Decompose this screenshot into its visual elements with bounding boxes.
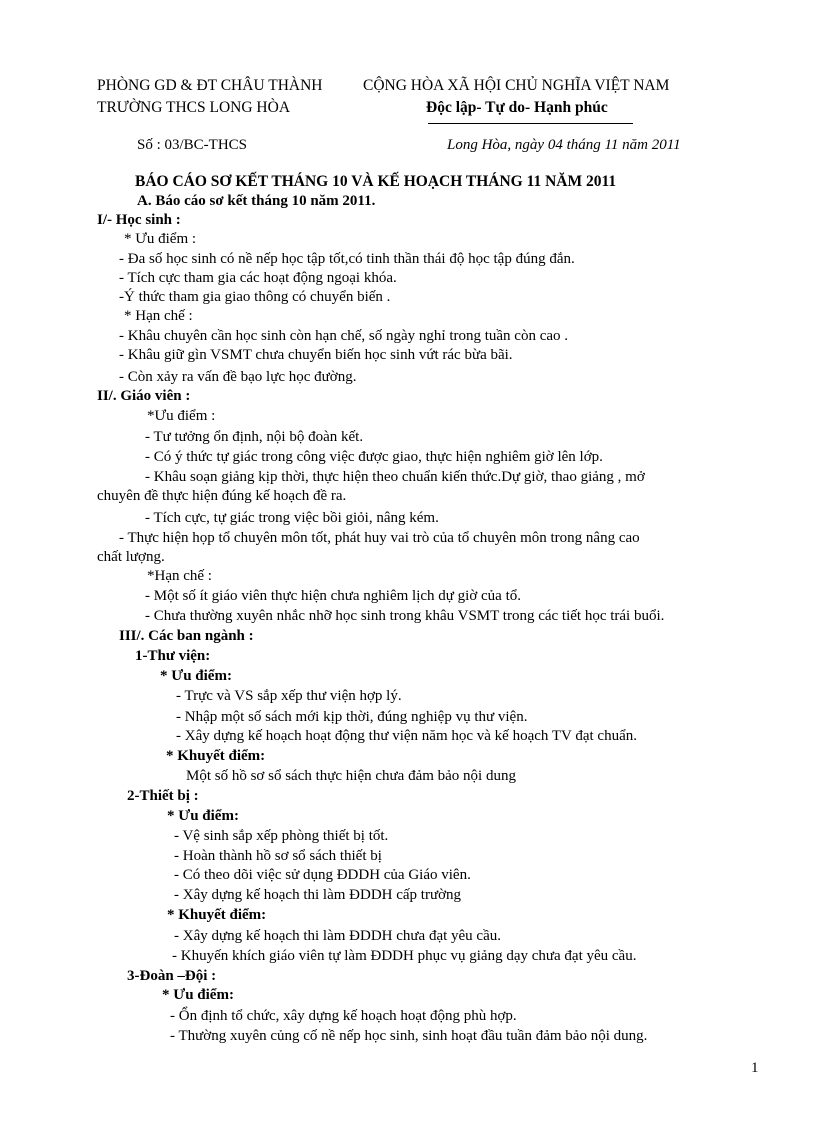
report-title: BÁO CÁO SƠ KẾT THÁNG 10 VÀ KẾ HOẠCH THÁNG 11 NĂM 2011 [135,173,617,190]
body-line: - Xây dựng kế hoạch thi làm ĐDDH chưa đạt yêu cầu. [174,928,501,944]
subsection-heading: * Ưu điểm: [167,808,239,824]
body-line: - Tư tưởng ổn định, nội bộ đoàn kết. [145,429,364,445]
nation-line-2: Độc lập- Tự do- Hạnh phúc [426,99,608,116]
subsection-heading: * Khuyết điểm: [167,907,267,923]
body-line: *Hạn chế : [147,568,212,584]
subsection-heading: * Khuyết điểm: [166,748,266,764]
body-line: - Khâu giữ gìn VSMT chưa chuyển biến học sinh vứt rác bừa bãi. [119,347,513,363]
date-place: Long Hòa, ngày 04 tháng 11 năm 2011 [447,137,681,153]
body-line: - Xây dựng kế hoạch thi làm ĐDDH cấp trường [174,887,462,903]
body-line: - Tích cực, tự giác trong việc bồi giỏi, nâng kém. [145,510,439,526]
section-teachers: II/. Giáo viên : [97,388,191,404]
body-line: - Xây dựng kế hoạch hoạt động thư viện năm học và kế hoạch TV đạt chuẩn. [176,728,637,744]
body-line: - Khâu soạn giảng kịp thời, thực hiện theo chuẩn kiến thức.Dự giờ, thao giảng , mở [145,469,645,485]
body-line: - Thường xuyên củng cố nề nếp học sinh, sinh hoạt đầu tuần đảm bảo nội dung. [170,1028,648,1044]
body-line: - Có ý thức tự giác trong công việc được giao, thực hiện nghiêm giờ lên lớp. [145,449,603,465]
org-line-2: TRƯỜNG THCS LONG HÒA [97,99,291,116]
section-departments: III/. Các ban ngành : [119,628,254,644]
org-line-1: PHÒNG GD & ĐT CHÂU THÀNH [97,77,323,94]
subsection-equipment: 2-Thiết bị : [127,788,199,804]
section-students: I/- Học sinh : [97,212,181,228]
body-line: - Vệ sinh sắp xếp phòng thiết bị tốt. [174,828,389,844]
body-line: - Một số ít giáo viên thực hiện chưa nghiêm lịch dự giờ của tổ. [145,588,521,604]
subsection-heading: * Ưu điểm: [162,987,234,1003]
subsection-heading: * Ưu điểm: [160,668,232,684]
body-line: - Khâu chuyên cần học sinh còn hạn chế, số ngày nghỉ trong tuần còn cao . [119,328,569,344]
body-line: chuyên đề thực hiện đúng kế hoạch đề ra. [97,488,347,504]
body-line: - Nhập một số sách mới kịp thời, đúng nghiệp vụ thư viện. [176,709,528,725]
body-line: Một số hồ sơ sổ sách thực hiện chưa đảm bảo nội dung [186,768,516,784]
body-line: - Còn xảy ra vấn đề bạo lực học đường. [119,369,357,385]
page-number: 1 [751,1060,759,1076]
body-line: - Khuyến khích giáo viên tự làm ĐDDH phục vụ giảng dạy chưa đạt yêu cầu. [172,948,637,964]
body-line: - Tích cực tham gia các hoạt động ngoại khóa. [119,270,397,286]
body-line: * Hạn chế : [124,308,193,324]
body-line: - Trực và VS sắp xếp thư viện hợp lý. [176,688,402,704]
body-line: *Ưu điểm : [147,408,216,424]
body-line: -Ý thức tham gia giao thông có chuyển biến . [119,289,391,305]
body-line: - Hoàn thành hồ sơ sổ sách thiết bị [174,848,382,864]
doc-number: Số : 03/BC-THCS [137,137,248,153]
body-line: * Ưu điểm : [124,231,197,247]
motto-underline [428,123,633,124]
nation-line-1: CỘNG HÒA XÃ HỘI CHỦ NGHĨA VIỆT NAM [363,77,670,94]
body-line: - Ổn định tổ chức, xây dựng kế hoạch hoạt động phù hợp. [170,1008,517,1024]
body-line: - Đa số học sinh có nề nếp học tập tốt,có tinh thần thái độ học tập đúng đắn. [119,251,575,267]
section-a: A. Báo cáo sơ kết tháng 10 năm 2011. [137,193,376,209]
body-line: - Chưa thường xuyên nhắc nhỡ học sinh trong khâu VSMT trong các tiết học trái buổi. [145,608,665,624]
subsection-youth-union: 3-Đoàn –Đội : [127,968,217,984]
subsection-library: 1-Thư viện: [135,648,211,664]
body-line: - Có theo dõi việc sử dụng ĐDDH của Giáo viên. [174,867,471,883]
body-line: - Thực hiện họp tổ chuyên môn tốt, phát huy vai trò của tổ chuyên môn trong nâng cao [119,530,640,546]
body-line: chất lượng. [97,549,165,565]
